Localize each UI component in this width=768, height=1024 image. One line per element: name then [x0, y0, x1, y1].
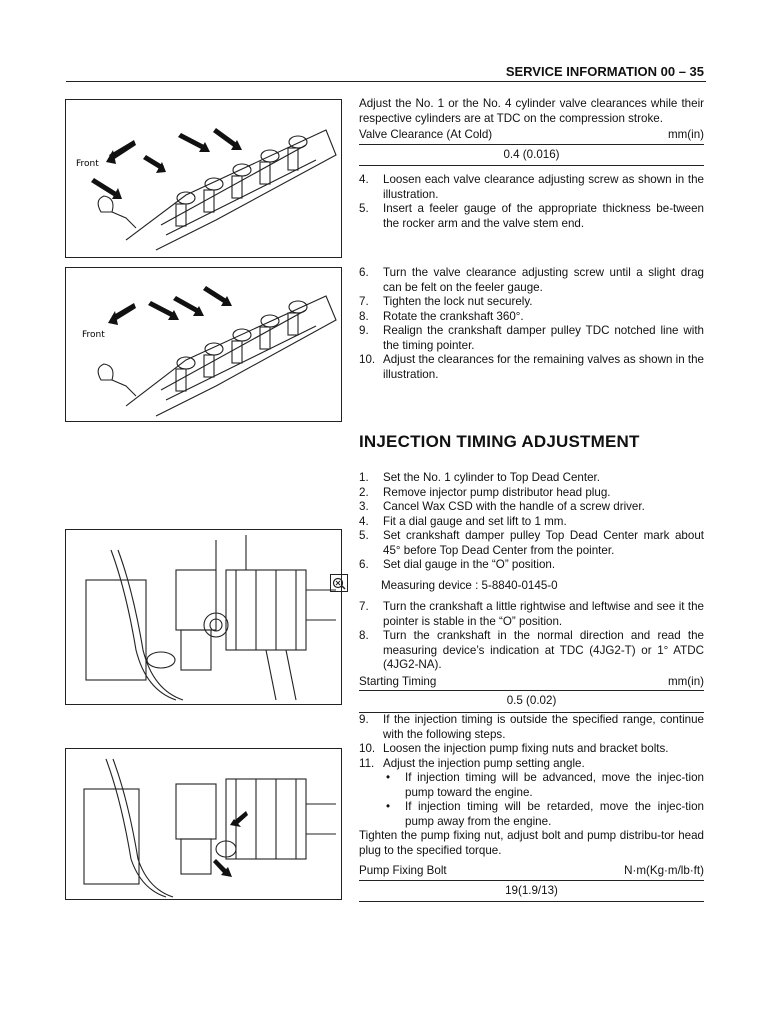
- step-number: 9.: [359, 713, 369, 726]
- step-item: [359, 324, 704, 353]
- step-item: [359, 500, 704, 515]
- step-item: [359, 266, 704, 295]
- step-text: Turn the valve clearance adjusting screw until a slight drag can be felt on the feeler gauge.: [383, 266, 704, 294]
- step-item: [359, 629, 704, 673]
- step-number: 4.: [359, 514, 369, 528]
- step-number: 7.: [359, 600, 369, 613]
- measuring-tool-icon: [330, 574, 348, 592]
- spec-header: [359, 864, 704, 881]
- step-item: [359, 757, 704, 772]
- spec-label: Pump Fixing Bolt: [359, 864, 447, 877]
- step-number: 9.: [359, 324, 369, 337]
- step-text: Set the No. 1 cylinder to Top Dead Center.: [383, 471, 600, 484]
- step-item: [359, 600, 704, 629]
- page-header: [66, 62, 706, 80]
- steps-list: [359, 173, 704, 231]
- step-text: Loosen each valve clearance adjusting screw as shown in the illustration.: [383, 173, 704, 201]
- step-item: [359, 353, 704, 382]
- step-text: Insert a feeler gauge of the appropriate thickness be-tween the rocker arm and the valve stem end.: [383, 202, 704, 230]
- step-text: If the injection timing is outside the specified range, continue with the following steps.: [383, 713, 704, 741]
- spec-value: 19(1.9/13): [359, 881, 704, 903]
- step-item: [359, 310, 704, 325]
- step-text: Set crankshaft damper pulley Top Dead Center mark about 45° before Top Dead Center from the pointer.: [383, 529, 704, 557]
- steps-list: [359, 471, 704, 573]
- step-text: Set dial gauge in the “O” position.: [383, 558, 556, 571]
- step-number: 4.: [359, 173, 369, 186]
- front-label-1: Front: [76, 159, 99, 169]
- step-text: Remove injector pump distributor head plug.: [383, 485, 611, 499]
- spec-label: Valve Clearance (At Cold): [359, 128, 493, 141]
- pump-adjust-steps: [359, 713, 704, 902]
- injection-pump-figure-1: [65, 529, 342, 705]
- step-number: 8.: [359, 629, 369, 642]
- step-number: 10.: [359, 742, 376, 755]
- bullet-mark: •: [386, 800, 391, 813]
- step-item: [359, 713, 704, 742]
- step-item: [359, 515, 704, 530]
- spec-header: [359, 128, 704, 145]
- rocker-arm-illustration-2: [66, 268, 341, 421]
- valve-clearance-section: [359, 97, 704, 231]
- steps-list: [359, 266, 704, 382]
- header-rule: [66, 81, 706, 82]
- bullet-item: [383, 771, 704, 800]
- step-item: [359, 173, 704, 202]
- step-item: [359, 295, 704, 310]
- bullet-text: If injection timing will be retarded, move the injec-tion pump away from the engine.: [405, 800, 704, 828]
- bullet-list: [359, 771, 704, 829]
- header-title: SERVICE INFORMATION 00 – 35: [505, 64, 704, 79]
- valve-figure-2: [65, 267, 342, 422]
- step-item: [359, 529, 704, 558]
- step-number: 6.: [359, 558, 369, 571]
- step-item: [359, 202, 704, 231]
- step-number: 11.: [359, 756, 375, 770]
- step-number: 10.: [359, 353, 376, 366]
- step-number: 8.: [359, 309, 369, 323]
- steps-list: [359, 713, 704, 771]
- closing-text: Tighten the pump fixing nut, adjust bolt and pump distribu-tor head plug to the specified torque.: [359, 829, 704, 857]
- front-label-2: Front: [82, 330, 105, 340]
- spec-unit: N·m(Kg·m/lb·ft): [624, 864, 704, 877]
- step-text: Turn the crankshaft in the normal direction and read the measuring device’s indication at TDC (4JG2-T) or 1° ATDC (4JG2-NA).: [383, 629, 704, 671]
- step-number: 5.: [359, 529, 369, 542]
- step-text: Realign the crankshaft damper pulley TDC notched line with the timing pointer.: [383, 324, 704, 352]
- step-text: Tighten the lock nut securely.: [383, 295, 533, 308]
- step-item: [359, 471, 704, 486]
- bullet-item: [383, 800, 704, 829]
- pump-fixing-illustration: [66, 749, 341, 899]
- step-number: 5.: [359, 202, 369, 215]
- step-text: Adjust the clearances for the remaining valves as shown in the illustration.: [383, 353, 704, 381]
- spec-unit: mm(in): [667, 128, 704, 141]
- rocker-arm-illustration-1: [66, 100, 341, 257]
- step-item: [359, 742, 704, 757]
- spec-unit: mm(in): [667, 674, 704, 688]
- valve-clearance-spec: [359, 128, 704, 166]
- step-number: 3.: [359, 500, 369, 513]
- section-title: INJECTION TIMING ADJUSTMENT: [359, 432, 640, 451]
- starting-timing-spec: [359, 675, 704, 713]
- step-number: 1.: [359, 471, 369, 484]
- step-text: Turn the crankshaft a little rightwise and leftwise and see it the pointer is stable in the “O” position.: [383, 600, 704, 628]
- step-number: 6.: [359, 266, 369, 279]
- step-text: Adjust the injection pump setting angle.: [383, 756, 585, 770]
- step-item: [359, 558, 704, 573]
- pump-bolt-spec: [359, 864, 704, 902]
- spec-header: [359, 675, 704, 692]
- step-item: [359, 486, 704, 501]
- spec-label: Starting Timing: [359, 674, 437, 688]
- injection-pump-figure-2: [65, 748, 342, 900]
- valve-adjust-steps: [359, 266, 704, 382]
- step-number: 2.: [359, 485, 369, 499]
- step-number: 7.: [359, 295, 369, 308]
- valve-intro: Adjust the No. 1 or the No. 4 cylinder valve clearances while their respective cylinders are at TDC on the compression stroke.: [359, 97, 704, 125]
- steps-list-continued: [359, 600, 704, 673]
- bullet-mark: •: [386, 771, 391, 784]
- valve-figure-1: [65, 99, 342, 258]
- step-text: Cancel Wax CSD with the handle of a screw driver.: [383, 500, 645, 513]
- engine-dial-gauge-illustration: [66, 530, 341, 704]
- step-text: Rotate the crankshaft 360°.: [383, 309, 524, 323]
- measuring-device: Measuring device : 5-8840-0145-0: [381, 578, 558, 592]
- bullet-text: If injection timing will be advanced, move the injec-tion pump toward the engine.: [405, 771, 704, 799]
- injection-timing-steps: [359, 471, 704, 713]
- step-text: Loosen the injection pump fixing nuts and bracket bolts.: [383, 742, 669, 755]
- spec-value: 0.4 (0.016): [359, 145, 704, 167]
- step-text: Fit a dial gauge and set lift to 1 mm.: [383, 514, 567, 528]
- spec-value: 0.5 (0.02): [359, 691, 704, 713]
